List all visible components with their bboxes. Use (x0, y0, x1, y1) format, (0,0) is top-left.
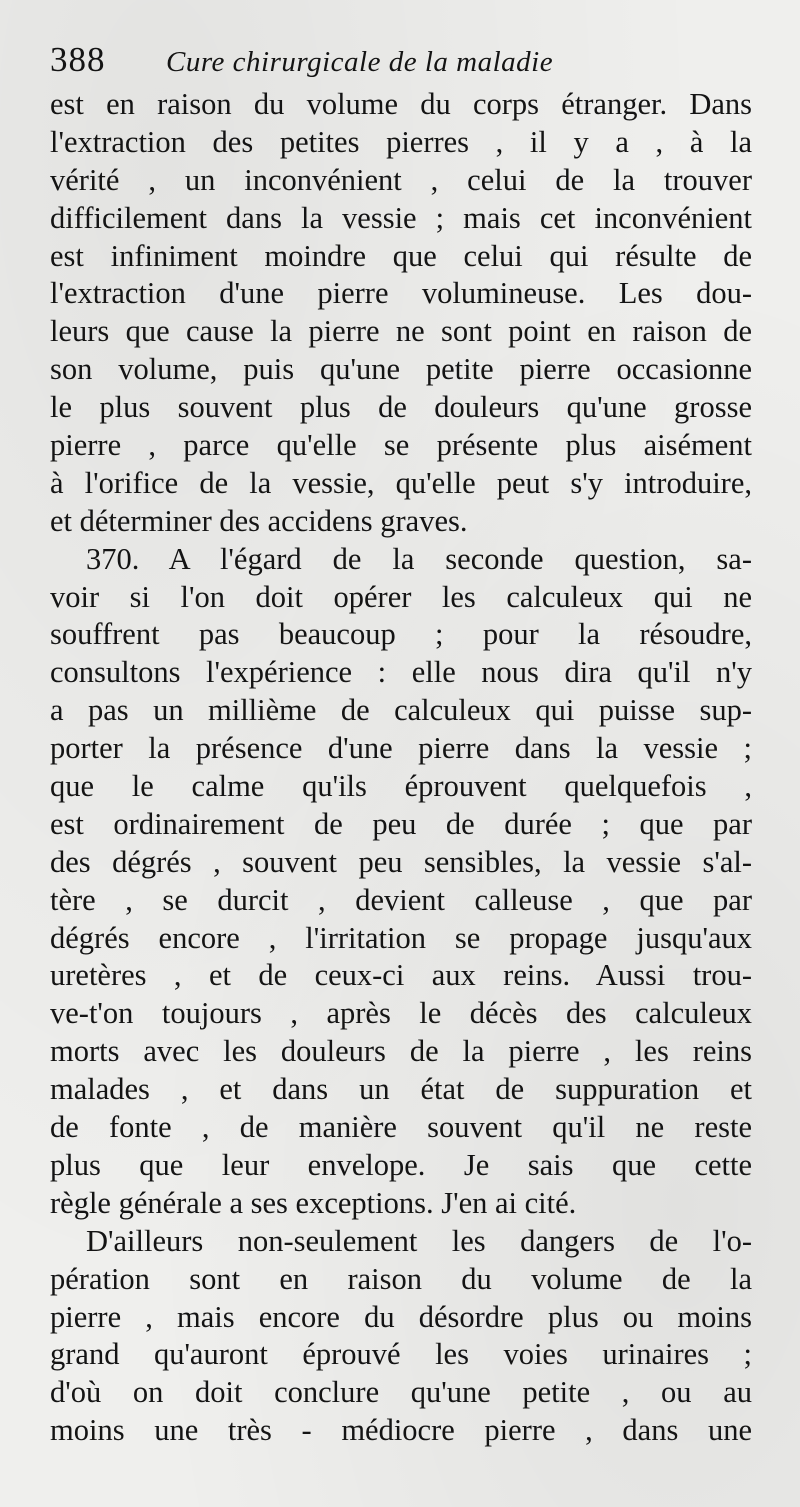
text-line: des dégrés , souvent peu sensibles, la vessie s'al- (50, 844, 752, 879)
text-line: l'extraction d'une pierre volumineuse. Les dou- (50, 276, 752, 311)
text-line: règle générale a ses exceptions. J'en ai cité. (50, 1185, 577, 1220)
text-line: souffrent pas beaucoup ; pour la résoudre, (50, 617, 752, 652)
text-line: que le calme qu'ils éprouvent quelquefois , (50, 769, 752, 804)
text-line: et déterminer des accidens graves. (50, 503, 468, 538)
text-line: son volume, puis qu'une petite pierre occasionne (50, 352, 752, 387)
text-line: pération sont en raison du volume de la (50, 1261, 752, 1296)
text-line: consultons l'expérience : elle nous dira qu'il n'y (50, 655, 752, 690)
running-head (50, 40, 752, 86)
text-line: est en raison du volume du corps étranger. Dans (50, 87, 752, 121)
text-line: uretères , et de ceux-ci aux reins. Aussi trou- (50, 958, 752, 993)
text-line: dégrés encore , l'irritation se propage jusqu'aux (50, 920, 752, 955)
text-line: à l'orifice de la vessie, qu'elle peut s'y introduire, (50, 465, 752, 500)
paragraph-start-line: D'ailleurs non-seulement les dangers de l'o- (86, 1223, 752, 1258)
text-line: pierre , mais encore du désordre plus ou moins (50, 1299, 752, 1334)
text-line: voir si l'on doit opérer les calculeux qui ne (50, 579, 752, 614)
text-line: d'où on doit conclure qu'une petite , ou au (50, 1375, 752, 1410)
text-line: porter la présence d'une pierre dans la vessie ; (50, 731, 752, 766)
text-line: pierre , parce qu'elle se présente plus aisément (50, 428, 752, 463)
page-number: 388 (50, 40, 106, 79)
text-line: leurs que cause la pierre ne sont point en raison de (50, 314, 752, 349)
text-line: malades , et dans un état de suppuration et (50, 1072, 752, 1107)
body-text (50, 86, 752, 1450)
text-line: vérité , un inconvénient , celui de la trouver (50, 162, 752, 197)
text-line: a pas un millième de calculeux qui puisse sup- (50, 693, 752, 728)
text-line: ve-t'on toujours , après le décès des calculeux (50, 996, 752, 1031)
text-line: plus que leur envelope. Je sais que cette (50, 1147, 752, 1182)
running-title: Cure chirurgicale de la maladie (166, 46, 554, 78)
text-line: moins une très - médiocre pierre , dans une (50, 1413, 752, 1448)
text-line: est infiniment moindre que celui qui résulte de (50, 238, 752, 273)
text-line: grand qu'auront éprouvé les voies urinaires ; (50, 1337, 752, 1372)
text-line: de fonte , de manière souvent qu'il ne reste (50, 1110, 752, 1145)
text-line: le plus souvent plus de douleurs qu'une grosse (50, 390, 752, 425)
text-line: l'extraction des petites pierres , il y a , à la (50, 124, 752, 159)
text-line: difficilement dans la vessie ; mais cet inconvénient (50, 200, 752, 235)
paragraph-start-line: 370. A l'égard de la seconde question, sa- (86, 541, 752, 576)
text-line: est ordinairement de peu de durée ; que par (50, 806, 752, 841)
text-line: tère , se durcit , devient calleuse , que par (50, 882, 752, 917)
text-line: morts avec les douleurs de la pierre , les reins (50, 1034, 752, 1069)
